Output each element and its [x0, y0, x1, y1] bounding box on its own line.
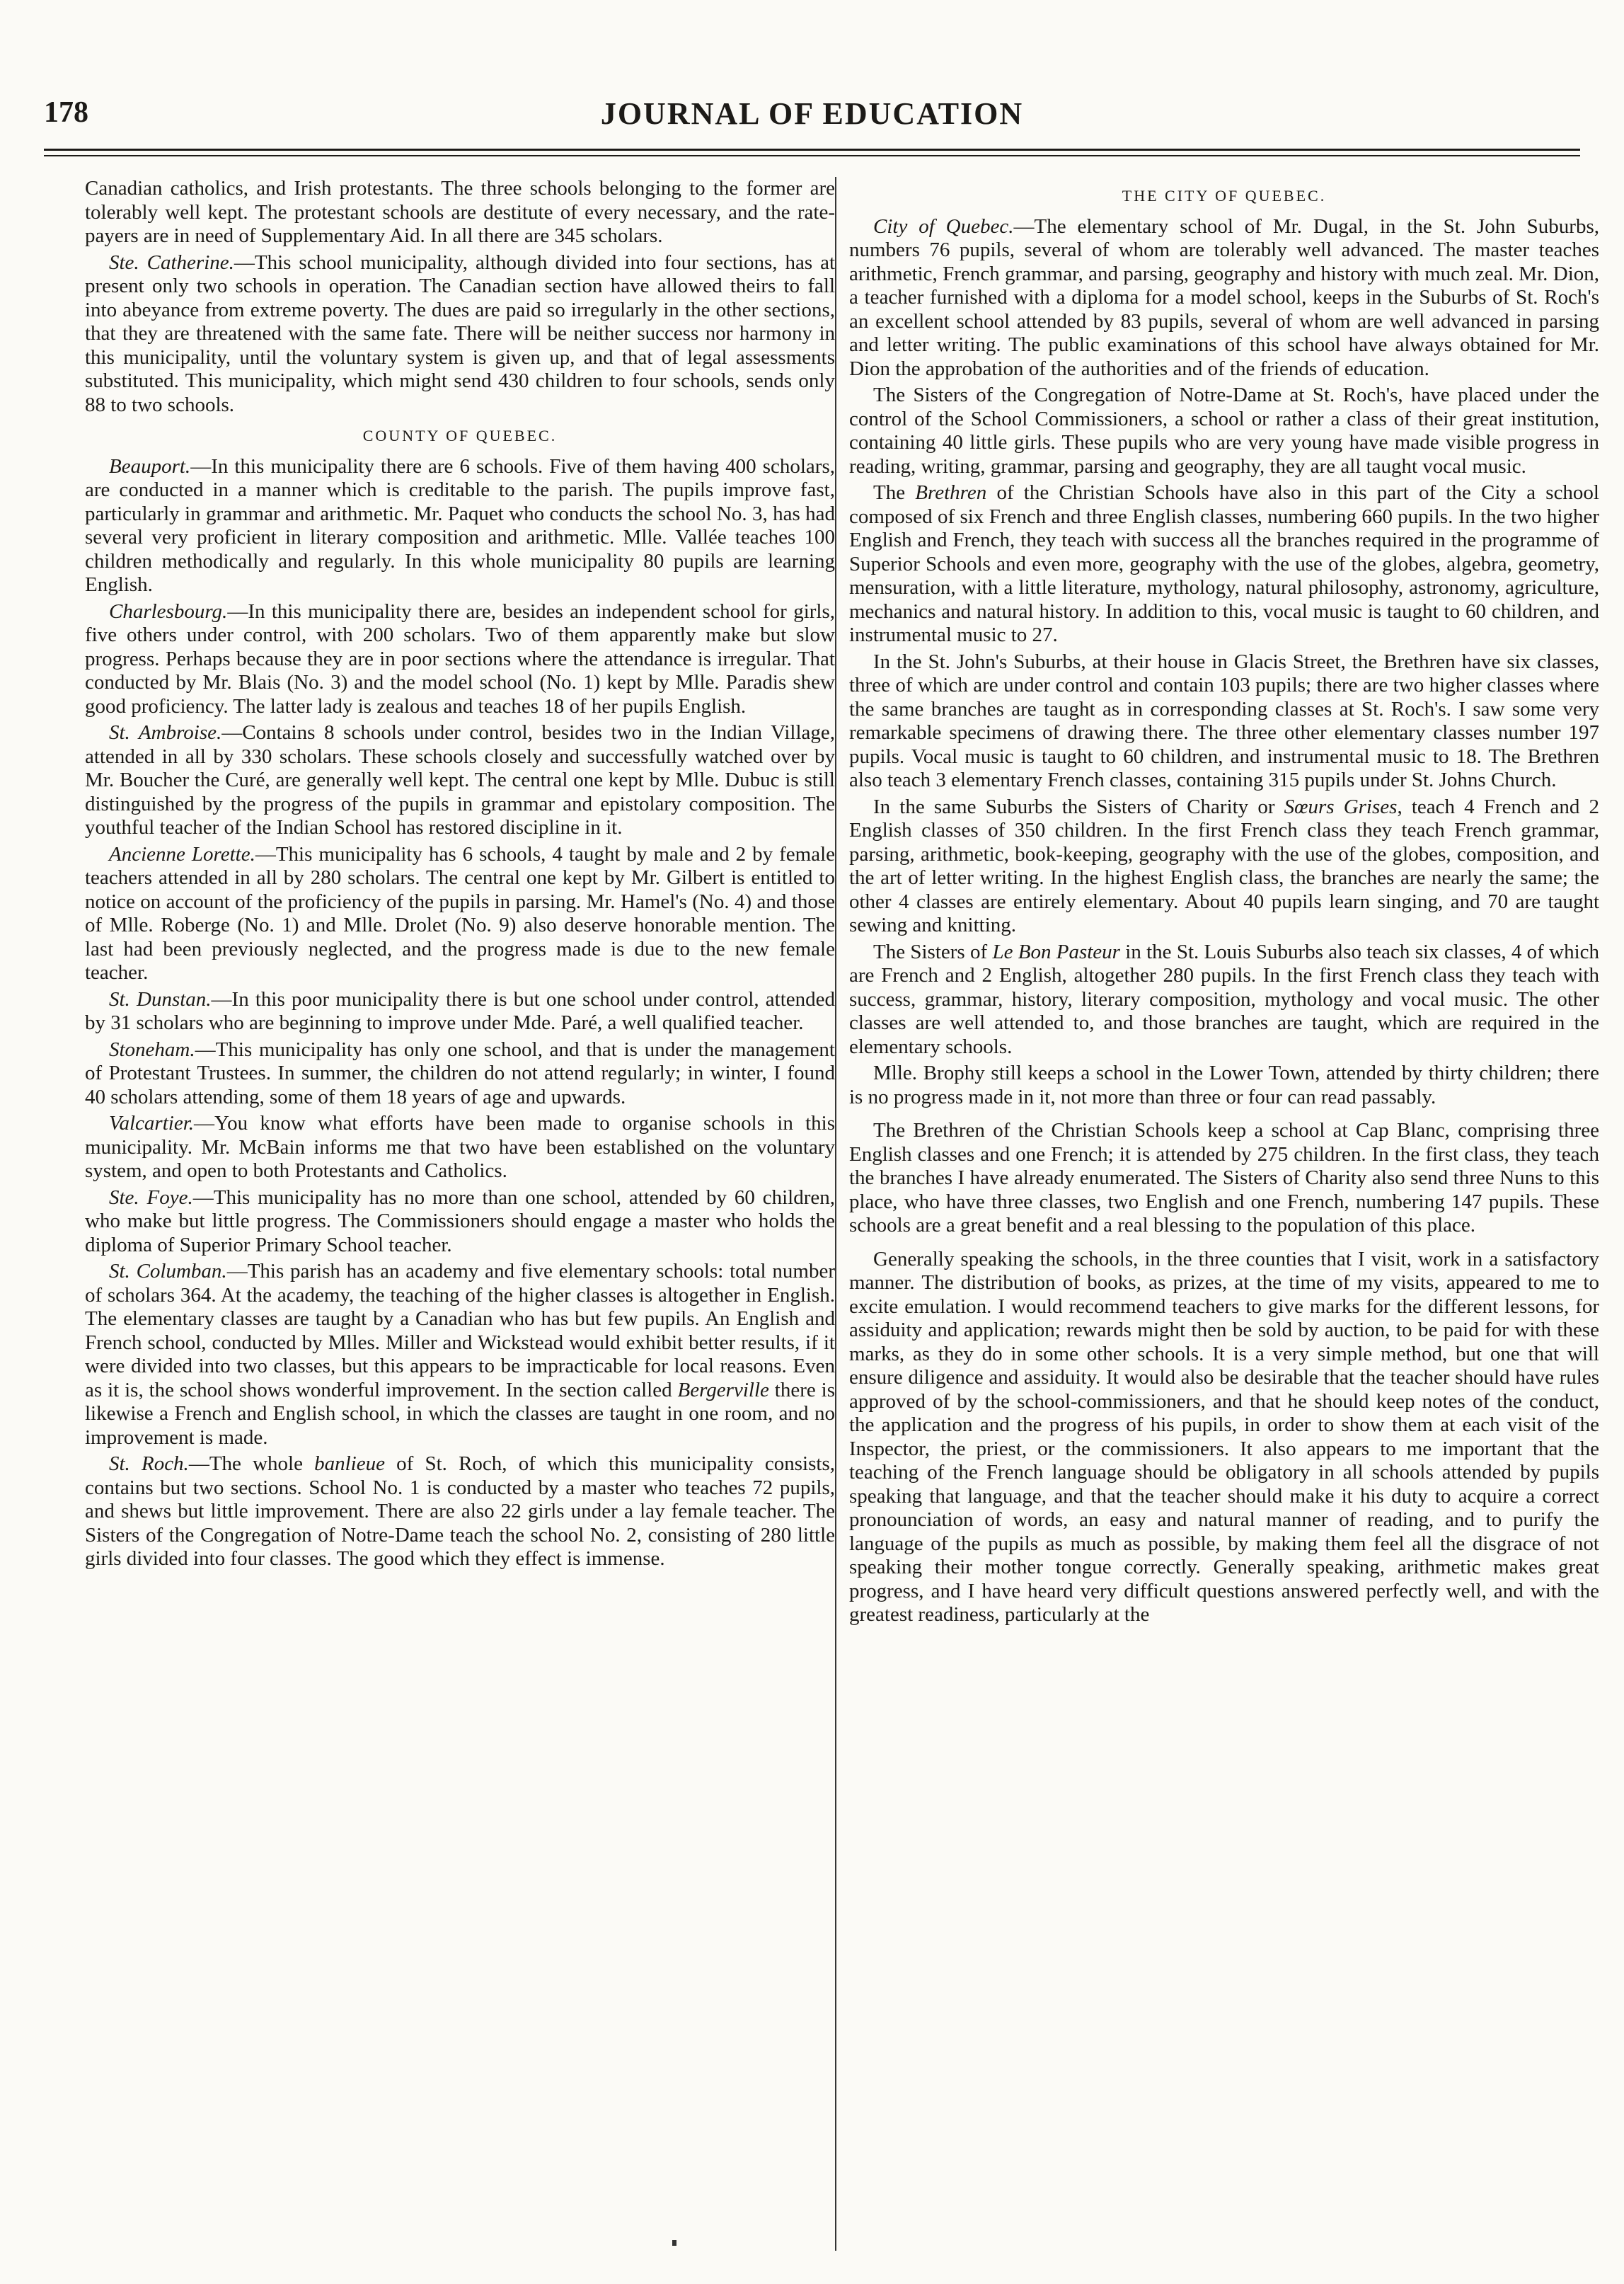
- place-name: Charlesbourg.: [109, 599, 228, 623]
- paragraph-cap-blanc: The Brethren of the Christian Schools keep a school at Cap Blanc, comprising three English classes and one French; it is attended by 275 children. In the first class, they teach the branches I have already enumerated. The Sisters of Charity also send three Nuns to this place, who have three classes, two English and one French, numbering 147 pupils. These schools are a great benefit and a real blessing to the population of this place.: [849, 1119, 1599, 1236]
- paragraph-st-ambroise: St. Ambroise.—Contains 8 schools under control, besides two in the Indian Village, attended in all by 330 scholars. These schools closely and successfully watched over by Mr. Boucher the Curé, are generally well kept. The central one kept by Mlle. Dubuc is still distinguished by the progress of the pupils in grammar and epistolary composition. The youthful teacher of the Indian School has restored discipline in it.: [85, 721, 835, 839]
- paragraph-soeurs-grises: In the same Suburbs the Sisters of Charity or Sœurs Grises, teach 4 French and 2 English classes of 350 children. In the first French class they teach French grammar, parsing, arithmetic, book-keeping, geography with the use of the globes, composition, and the art of letter writing. In the highest English class, the branches are nearly the same; the other 4 classes are entirely elementary. About 40 pupils learn singing, and 70 are taught sewing and knitting.: [849, 795, 1599, 936]
- place-name: Ste. Foye.: [109, 1186, 193, 1209]
- place-name: Ancienne Lorette.: [109, 842, 255, 866]
- section-heading-county-of-quebec: COUNTY OF QUEBEC.: [362, 427, 558, 444]
- place-name: St. Dunstan.: [109, 987, 212, 1011]
- page-number: 178: [44, 96, 88, 129]
- paragraph-st-dunstan: St. Dunstan.—In this poor municipality there is but one school under control, attended by 31 scholars who are beginning to improve under Mde. Paré, a well qualified teacher.: [85, 987, 835, 1034]
- place-name: St. Columban.: [109, 1260, 227, 1282]
- emphasis: Brethren: [915, 481, 987, 504]
- place-name: Beauport.: [109, 454, 191, 478]
- place-name: St. Ambroise.: [109, 721, 222, 744]
- place-name: City of Quebec.: [873, 214, 1014, 238]
- paragraph-ste-foye: Ste. Foye.—This municipality has no more than one school, attended by 60 children, who make but little progress. The Commissioners should engage a master who holds the diploma of Superior Primary School teacher.: [85, 1186, 835, 1256]
- running-title: JOURNAL OF EDUCATION: [600, 96, 1024, 131]
- print-mark: [672, 2240, 676, 2246]
- page-header: [44, 96, 1580, 138]
- section-heading-city-of-quebec: THE CITY OF QUEBEC.: [1122, 187, 1327, 205]
- place-name: Bergerville: [677, 1378, 769, 1401]
- emphasis: Sœurs Grises: [1284, 795, 1398, 818]
- emphasis: banlieue: [314, 1452, 385, 1475]
- paragraph-st-columban: St. Columban.—This parish has an academy and five elementary schools: total number of scholars 364. At the academy, the teaching of the higher classes is altogether in English. The elementary classes are taught by a Canadian who has but few pupils. An English and French school, conducted by Mlles. Miller and Wickstead would exhibit better results, if it were divided into two classes, but this appears to be impracticable for local reasons. Even as it is, the school shows wonderful improvement. In the section called Bergerville there is likewise a French and English school, in which the classes are taught in one room, and no improvement is made.: [85, 1260, 835, 1449]
- right-column: [849, 177, 1599, 2251]
- paragraph-brethren: The Brethren of the Christian Schools have also in this part of the City a school composed of six French and three English classes, numbering 660 pupils. In the two higher English and French, they teach with success all the branches required in the programme of Superior Schools and even more, geography with the use of the globes, algebra, geometry, mensuration, with a little literature, mythology, natural philosophy, astronomy, agriculture, mechanics and natural history. In addition to this, vocal music is taught to 60 children, and instrumental music to 27.: [849, 481, 1599, 646]
- place-name: Valcartier.: [109, 1112, 195, 1135]
- paragraph-bon-pasteur: The Sisters of Le Bon Pasteur in the St. Louis Suburbs also teach six classes, 4 of which are French and 2 English, altogether 280 pupils. In the first French class they teach with success, grammar, history, literary composition, mythology and vocal music. The other classes are well attended to, and those branches are taught, which are required in the elementary schools.: [849, 940, 1599, 1058]
- paragraph-valcartier: Valcartier.—You know what efforts have been made to organise schools in this municipality. Mr. McBain informs me that two have been established on the voluntary system, and open to both Protestants and Catholics.: [85, 1112, 835, 1182]
- paragraph: In the St. John's Suburbs, at their house in Glacis Street, the Brethren have six classes, three of which are under control and contain 103 pupils; there are two higher classes where the same branches are taught as in corresponding classes at St. Roch's. I saw some very remarkable specimens of drawing there. The three other elementary classes number 197 pupils. Vocal music is taught to 60 children, and instrumental music to 18. The Brethren also teach 3 elementary French classes, containing 315 pupils under St. Johns Church.: [849, 650, 1599, 791]
- header-rule-thin: [44, 155, 1580, 156]
- paragraph: Canadian catholics, and Irish protestants. The three schools belonging to the former are tolerably well kept. The protestant schools are destitute of every necessary, and the rate-payers are in need of Supplementary Aid. In all there are 345 scholars.: [85, 177, 835, 247]
- place-name: Stoneham.: [109, 1038, 195, 1061]
- header-rule: [44, 149, 1580, 151]
- paragraph: The Sisters of the Congregation of Notre-Dame at St. Roch's, have placed under the control of the School Commissioners, a school or rather a class of their great institution, containing 40 little girls. These pupils who are very young have made visible progress in reading, writing, grammar, parsing and geography, they are all taught vocal music.: [849, 384, 1599, 478]
- paragraph-beauport: Beauport.—In this municipality there are 6 schools. Five of them having 400 scholars, are conducted in a manner which is creditable to the parish. The pupils improve fast, particularly in grammar and arithmetic. Mr. Paquet who conducts the school No. 3, has had several very proficient in literary composition and arithmetic. Mlle. Vallée teaches 100 children methodically and regularly. In this whole municipality 80 pupils are learning English.: [85, 454, 835, 596]
- left-column: [85, 177, 835, 2251]
- paragraph-general-remarks: Generally speaking the schools, in the three counties that I visit, work in a satisfactory manner. The distribution of books, as prizes, at the time of my visits, appeared to me to excite emulation. I would recommend teachers to give marks for the different lessons, for assiduity and application; rewards might then be sold by auction, to be paid for with these marks, as they do in some other schools. It is a very simple method, but one that will ensure diligence and assiduity. It would also be desirable that the teacher should have rules approved of by the school-commissioners, and that he should keep notes of the conduct, the application and the progress of his pupils, in order to show them at each visit of the Inspector, the priest, or the commissioners. It also appears to me important that the teaching of the French language should be obligatory in all schools attended by pupils speaking that language, and that the teacher should make it his duty to acquire a correct pronounciation of words, an easy and natural manner of reading, and to purify the language of the pupils as much as possible, by making them feel all the disgrace of not speaking their mother tongue correctly. Generally speaking, arithmetic makes great progress, and I have heard very difficult questions answered perfectly well, and with the greatest readiness, particularly at the: [849, 1247, 1599, 1626]
- paragraph-st-roch: St. Roch.—The whole banlieue of St. Roch, of which this municipality consists, contains but two sections. School No. 1 is conducted by a master who teaches 72 pupils, and shews but little improvement. There are also 22 girls under a lay female teacher. The Sisters of the Congregation of Notre-Dame teach the school No. 2, consisting of 280 little girls divided into four classes. The good which they effect is immense.: [85, 1452, 835, 1570]
- place-name: Ste. Catherine.: [109, 251, 234, 274]
- paragraph-charlesbourg: Charlesbourg.—In this municipality there are, besides an independent school for girls, five others under control, with 200 scholars. Two of them apparently make but slow progress. Perhaps because they are in poor sections where the attendance is irregular. That conducted by Mr. Blais (No. 3) and the model school (No. 1) kept by Mlle. Paradis shew good proficiency. The latter lady is zealous and teaches 18 of her pupils English.: [85, 599, 835, 718]
- paragraph-ste-catherine: Ste. Catherine.—This school municipality, although divided into four sections, has at present only two schools in operation. The Canadian section have allowed theirs to fall into abeyance from extreme poverty. The dues are paid so irregularly in the other sections, that they are threatened with the same fate. There will be neither success nor harmony in this municipality, until the voluntary system is given up, and that of legal assessments substituted. This municipality, which might send 430 children to four schools, sends only 88 to two schools.: [85, 251, 835, 416]
- emphasis: Le Bon Pasteur: [992, 940, 1120, 963]
- column-divider: [835, 177, 836, 2251]
- paragraph-stoneham: Stoneham.—This municipality has only one school, and that is under the management of Protestant Trustees. In summer, the children do not attend regularly; in winter, I found 40 scholars attending, some of them 18 years of age and upwards.: [85, 1038, 835, 1108]
- paragraph-city-of-quebec: City of Quebec.—The elementary school of Mr. Dugal, in the St. John Suburbs, numbers 76 pupils, several of whom are tolerably well advanced. The master teaches arithmetic, French grammar, and parsing, geography and history with much zeal. Mr. Dion, a teacher furnished with a diploma for a model school, keeps in the Suburbs of St. Roch's an excellent school attended by 83 pupils, several of whom are well advanced in parsing and letter writing. The public examinations of this school have always obtained for Mr. Dion the approbation of the authorities and of the friends of education.: [849, 214, 1599, 380]
- paragraph: Mlle. Brophy still keeps a school in the Lower Town, attended by thirty children; there is no progress made in it, not more than three or four can read passably.: [849, 1062, 1599, 1108]
- paragraph-ancienne-lorette: Ancienne Lorette.—This municipality has 6 schools, 4 taught by male and 2 by female teachers attended in all by 280 scholars. The central one kept by Mr. Gilbert is entitled to notice on account of the proficiency of the pupils in parsing. Mr. Hamel's (No. 4) and those of Mlle. Roberge (No. 1) and Mlle. Drolet (No. 9) also deserve honorable mention. The last had been previously neglected, and the progress made is due to the new female teacher.: [85, 842, 835, 984]
- place-name: St. Roch.: [109, 1452, 189, 1475]
